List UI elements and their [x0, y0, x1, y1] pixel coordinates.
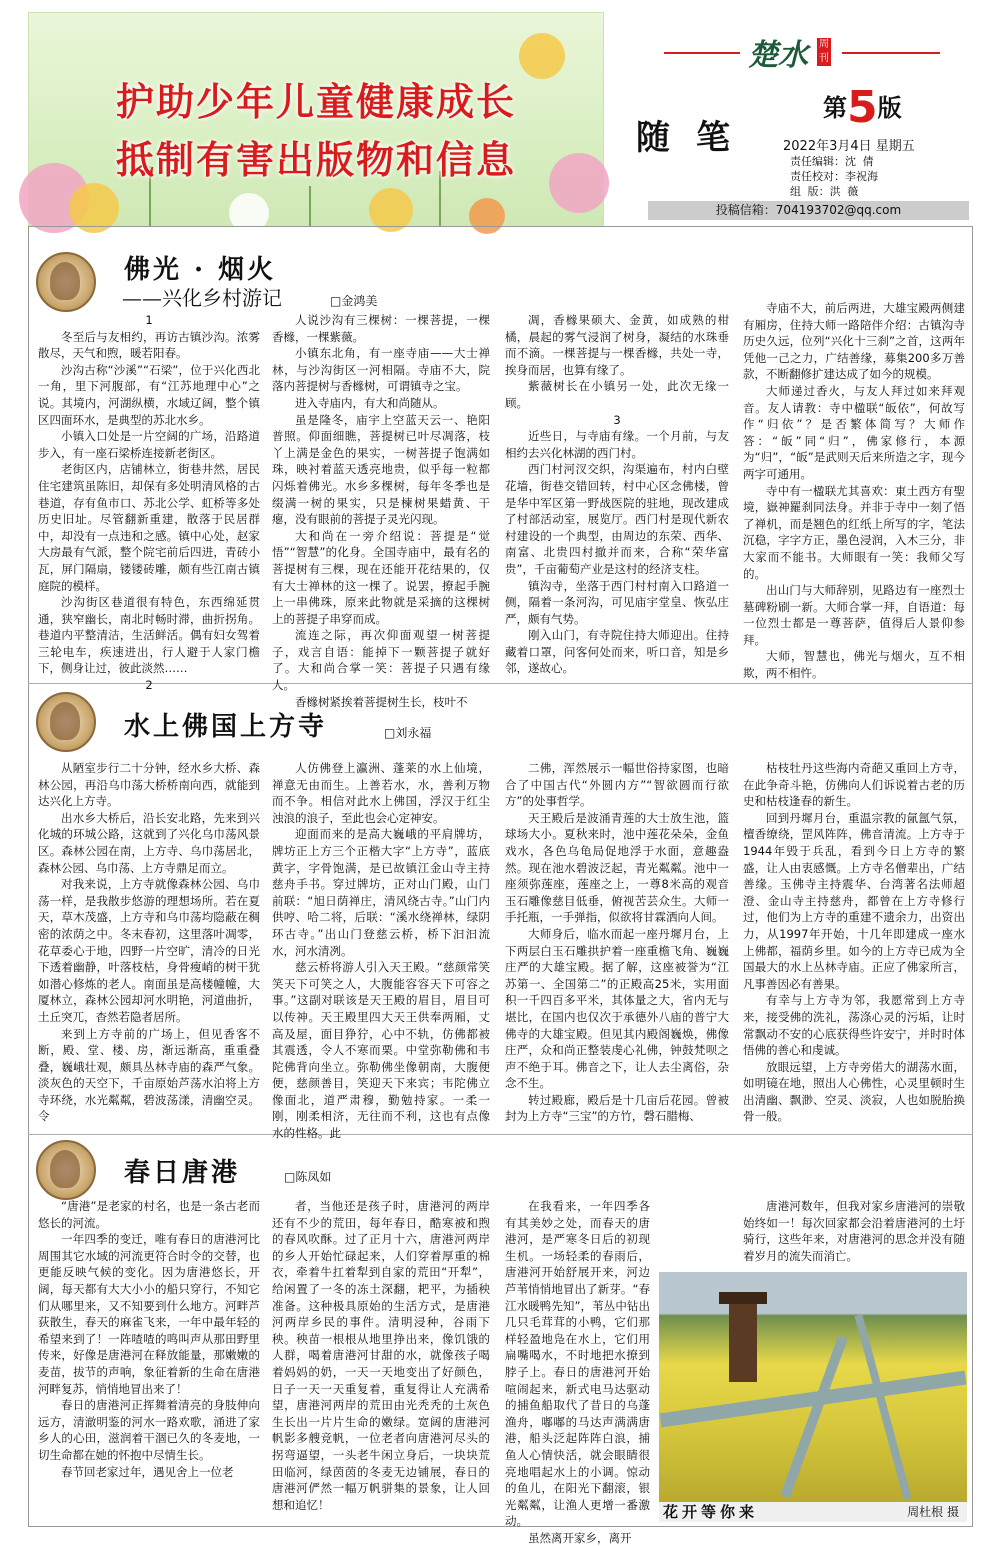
article-2-column-3: [505, 760, 729, 1130]
paragraph: 小镇东北角，有一座寺庙——大士禅林，与沙沟街区一河相隔。寺庙不大，院落内菩提树与香橼树，可谓镇寺之宝。: [272, 346, 490, 394]
banner-line-1: 护助少年儿童健康成长: [115, 80, 516, 124]
article-1-title: 佛光 · 烟火: [124, 255, 277, 285]
article-2-column-2: [272, 760, 490, 1141]
article-3-column-2: [272, 1198, 490, 1522]
banner-line-2: 抵制有害出版物和信息: [115, 138, 516, 182]
weekly-badge: 周刊: [819, 39, 829, 64]
paragraph: 冬至后与友相约，再访古镇沙沟。浓雾散尽，天气和煦，暖若阳春。: [38, 329, 260, 361]
photo-caption: [659, 1502, 967, 1522]
article-emblem-icon: [36, 692, 96, 752]
article-3-author: □陈凤如: [284, 1170, 332, 1184]
contact-email: 投稿信箱：704193702@qq.com: [648, 201, 969, 220]
article-1-column-2: [272, 312, 490, 709]
masthead-rule-right: [842, 52, 940, 54]
proofreader-credit: 责任校对：李祝海: [790, 170, 878, 183]
paragraph: 镇沟寺，坐落于西门村村南入口路道一侧，隔着一条河沟，可见庙宇堂皇、恢弘庄严，颇有气势。: [505, 578, 729, 626]
paragraph: 人仿佛登上瀛洲、蓬莱的水上仙境，禅意无由而生。上善若水，水，善利万物而不争。相信对此水上佛国，浮汉于红尘浊浪的浪子，至此也会心定神安。: [272, 761, 490, 825]
article-3-title: 春日唐港: [124, 1158, 241, 1188]
paragraph: 天王殿后是波涌青莲的大士放生池，篮球场大小。夏秋来时，池中莲花朵朵，金鱼戏水，各色乌龟局促地浮于水面，意趣盎然。现在池水碧波泛起，青光粼粼。池中一座须弥莲座，莲座之上，一尊8米高的观音玉石雕像慈目低垂，俯视苦芸众生。大师一手托瓶，一手弹指，似欲将甘霖洒向人间。: [505, 810, 729, 925]
pagoda-icon: [729, 1292, 757, 1382]
paragraph: 流连之际，再次仰面观望一树菩提子，戏言自语：能掉下一颗菩提子就好了。大和尚合掌一笑：菩提子只遇有缘人。: [272, 628, 490, 693]
section-number: 3: [613, 412, 621, 427]
paragraph: 大师身后，临水而起一座丹墀月台，上下两层白玉石雕拱护着一座重檐飞角、巍巍庄严的大雄宝殿。据了解，这座被誉为“江苏第一、全国第二”的正殿高25米，实用面积一千四百多平米，其体量之大，省内无与堪比，在国内也仅次于承德外八庙的普宁大佛寺的大雄宝殿。但见其内殿阁巍焕，佛像庄严，众和尚正整装虔心礼佛，钟鼓梵呗之声不绝于耳。佛音之下，让人去尘离俗，杂念不生。: [505, 926, 729, 1091]
paragraph: 大师，智慧也，佛光与烟火，互不相欺，两不相忤。: [743, 649, 965, 681]
paragraph: 凋，香橼果硕大、金黄，如成熟的柑橘，晨起的雾气浸润了树身，凝结的水珠垂而不滴。一棵菩提与一棵香橼，共处一寺，挨身而居，也算有缘了。: [505, 313, 729, 377]
article-3-column-4: [743, 1198, 965, 1268]
paragraph: 在我看来，一年四季各有其美妙之处，而春天的唐港河，是严寒冬日后的初现生机。一场轻柔的春雨后，唐港河开始舒展开来，河边芦苇悄悄地冒出了新芽。“春江水暖鸭先知”，苇丛中钻出几只毛茸茸的小鸭，它们那样轻盈地凫在水上，它们用扁嘴喝水，不时地把水撩到脖子上。春日的唐港河开始喧闹起来，新式电马达驱动的捕鱼船取代了昔日的乌蓬渔舟，嘟嘟的马达声满满唐港，船头泛起阵阵白浪，捕鱼人心情快活，就会眼睛很亮地唱起水上的小调。惊动的鱼儿，在阳光下翻滚，银光粼粼，让渔人更增一番激动。: [505, 1199, 650, 1529]
paragraph: 老街区内，店铺林立，街巷井然，居民住宅建筑虽陈旧，却保有多处明清风格的古巷道，存有鱼市口、苏北公学、虹桥等多处历史旧址。尽管翻新重建，散落于民居群中，却没有一点违和之感。镇中心处，赵家大房最有气派，整个院宅前后四进，青砖小瓦，屏门隔扇，镂镂砖雕，颇有些江南古镇庭院的模样。: [38, 462, 260, 593]
paragraph: 二佛，浑然展示一幅世俗持家图，也暗合了中国古代“外圆内方”“智欲圆而行欲方”的处事哲学。: [505, 761, 729, 809]
article-3-column-1: [38, 1198, 260, 1522]
masthead-logo: 楚水: [748, 38, 808, 73]
photo-credit: 周杜根 摄: [907, 1505, 959, 1519]
article-2-column-4: [743, 760, 965, 1130]
paragraph: 春日的唐港河正挥舞着清亮的身肢伸向远方，清澈明鉴的河水一路欢歌，涌进了家乡人的心田，滋润着干涸已久的冬麦地，一切生命都在她的怀抱中尽情生长。: [38, 1398, 260, 1462]
paragraph: 迎面而来的是高大巍峨的平肩牌坊，牌坊正上方三个正楷大字“上方寺”，蓝底黄字，字骨饱满，是已故镇江金山寺主持慈舟手书。穿过牌坊，正对山门殿，山门前联：“旭日荫禅庄，清风绕古寺。”山门内供哼、哈二将，后联：“溪水绕禅林，绿阴环古寺。”出山门登慈云桥，桥下汩汩流水，河水清冽。: [272, 827, 490, 958]
paragraph: 对我来说，上方寺就像森林公园、乌巾荡一样，是我散步悠游的理想场所。若在夏天，草木茂盛，上方寺和乌巾荡均隐蔽在稠密的浓荫之中。冬末春初，这里落叶凋零，花草委心于地，四野一片空旷，清冷的日光下透着幽静，叶落枝枯，身骨瘦峭的树干犹如潜心修炼的老人。南面虽是高楼幢幢，大厦林立，森林公园却河水明艳，河道曲折，土丘突兀，杳然若隐者居所。: [38, 877, 260, 1024]
editor-credit: 责任编辑：沈 倩: [790, 155, 874, 168]
article-2-column-1: [38, 760, 260, 1130]
section-number: 2: [145, 678, 153, 693]
section-number: 1: [145, 313, 153, 327]
article-1-column-4: [743, 300, 965, 680]
section-divider: [28, 1134, 973, 1135]
paragraph: 虽然离开家乡，离开: [528, 1530, 632, 1545]
paragraph: 枯枝牡丹这些海内奇葩又重回上方寺，在此争奇斗艳，仿佛向人们诉说着古老的历史和枯枝逢春的新生。: [743, 761, 965, 809]
paragraph: “唐港”是老家的村名，也是一条古老而悠长的河流。: [38, 1199, 260, 1230]
paragraph: 来到上方寺前的广场上，但见香客不断，殿、堂、楼、房，渐远渐高，重重叠叠，巍峨壮观，颇具丛林寺庙的森严气象。淡灰色的天空下，千亩原始芦荡水泊将上方寺环绕，水光粼粼，碧波荡漾，清幽空灵。令: [38, 1026, 260, 1124]
paragraph: 寺中有一楹联尤其喜欢：東土西方有聖境，嶽神羅刹同法身。并非于寺中一刻了悟了禅机，而是翘色的红纸上所写的字，笔法沉稳，字字方正，墨色浸润，入木三分，非大家而不能书。大师眼有一笑：我师父写的。: [743, 483, 965, 581]
paragraph: 春节回老家过年，遇见舍上一位老: [61, 1464, 234, 1479]
paragraph: 小镇入口处是一片空阔的广场，沿路道步入，有一座石梁桥连接新老街区。: [38, 429, 260, 460]
article-2-title: 水上佛国上方寺: [124, 712, 328, 742]
paragraph: 香橼树紧挨着菩提树生长，枝叶不: [295, 694, 468, 709]
article-1-column-3: [505, 312, 729, 680]
paragraph: 回到丹墀月台，重温宗教的氤氲气氛，檀香缭绕，罡风阵阵，佛音清流。上方寺于1944年毁于兵乱，看到今日上方寺的繁盛，让人由衷感慨。上方寺名僧辈出，广结善缘。玉佛寺主持震华、台湾著名法师超澄、金山寺主持慈舟，都曾在上方寺修行过，他们为上方寺的重建不遗余力，出资出力，从1997年开始，十几年即建成一座水上佛都，福荫乡里。如今的上方寺已成为全国最大的水上丛林寺庙。正应了佛家所言，凡事善因必有善果。: [743, 810, 965, 991]
article-emblem-icon: [36, 252, 96, 312]
article-1-column-1: [38, 312, 260, 693]
paragraph: 虽是隆冬，庙宇上空蓝天云一、艳阳普照。仰面细瞧，菩提树已叶尽凋落，枝丫上满是金色的果实，一树菩提子饱满如珠，映衬着蓝天透亮地贵，似乎每一粒都闪烁着佛光。水乡多棵树，每年冬季也是缀满一树的果实，只是楝树果蜡黄、干瘪，没有眼前的菩提子灵光闪现。: [272, 412, 490, 527]
article-3-column-3: [505, 1198, 650, 1545]
paragraph: 出山门与大师辞别，见路边有一座烈士墓碑粉刷一新。大师合掌一拜，自语道：每一位烈士都是一尊菩萨，值得后人景仰参拜。: [743, 583, 965, 647]
paragraph: 放眼远望，上方寺旁偌大的湖荡水面，如明镜在地，照出人心佛性，心灵里顿时生出清幽、飘渺、空灵、淡寂，人也如脱胎换骨一般。: [743, 1059, 965, 1124]
paragraph: 紫薇树长在小镇另一处，此次无缘一顾。: [505, 379, 729, 410]
paragraph: 西门村河汊交织，沟渠遍布，村内白壁花墙，街巷交错回转，村中心区念佛楼，曾是华中军区第一野战医院的驻地，现改建成了村部活动室，展览厅。西门村是现代新农村建设的一个典型，由周边的东荣、西华、南富、北贵四村撤并而来，合称“荣华富贵”，千亩葡萄产业是这村的经济支柱。: [505, 462, 729, 576]
paragraph: 一年四季的变迁，唯有春日的唐港河比周围其它水域的河流更符合时令的交替，也更能反映气候的变化。因为唐港悠长，开阔，每天都有大大小小的船只穿行，不知它们从哪里来，又不知要到什么地方。河畔芦荻散生，春天的麻雀飞来，一年中最年轻的希望来到了！一阵喳喳的鸣叫声从那田野里传来，好像是唐港河在释放能量，那嫩嫩的麦苗，拔节的声响，象征着新的生命在唐港河畔复苏，悄悄地冒出来了！: [38, 1232, 260, 1396]
paragraph: 者，当他还是孩子时，唐港河的两岸还有不少的荒田，每年春日，酷寒被和煦的春风吹酥。过了正月十六，唐港河两岸的乡人开始忙碌起来，人们穿着厚重的棉衣，牵着牛扛着犁到自家的荒田“开犁”，给闲置了一冬的冻土深翻，耙平，为插秧准备。这种极具原始的生活方式，是唐港河两岸乡民的事件。清明浸种，谷雨下秧。秧苗一根根从地里挣出来，像饥饿的人群，喝着唐港河甘甜的水，就像孩子喝着妈妈的奶，一天一天地变出了好颜色，日子一天一天重复着，重复得让人充满希望，唐港河两岸的荒田由光秃秃的土灰色生长出一片片生命的嫩绿。宽阔的唐港河帆影多艘竞帆，一位老者向唐港河尽头的拐弯逼望，一头老牛闲立身后，一块块荒田临河，绿茵茵的冬麦无边铺展，春日的唐港河俨然一幅万帆骈集的景象，让人回想和追忆！: [272, 1199, 490, 1512]
paragraph: 人说沙沟有三棵树：一棵菩提，一棵香橼，一棵紫薇。: [272, 313, 490, 344]
paragraph: 唐港河数年，但我对家乡唐港河的崇敬始终如一！每次回家都会沿着唐港河的土圩骑行，这些年来，对唐港河的思念并没有随着岁月的流失而消亡。: [743, 1199, 965, 1263]
masthead-rule-left: [664, 52, 740, 54]
paragraph: 大和尚在一旁介绍说：菩提是“觉悟”“智慧”的化身。全国寺庙中，最有名的菩提树有三棵，现在还能开花结果的，仅有大士禅林的这一棵了。说罢，撩起手腕上一串佛珠，原来此物就是采摘的这棵树上的菩提子串穿而成。: [272, 528, 490, 626]
paragraph: 沙沟古称“沙溪”“石梁”，位于兴化西北一角，里下河腹部，有“江苏地理中心”之说。其境内，河湖纵横，水域辽阔，整个镇区四面环水，是典型的苏北水乡。: [38, 362, 260, 427]
layout-credit: 组 版：洪 薇: [790, 185, 859, 198]
paragraph: 寺庙不大，前后两进，大雄宝殿两侧建有厢房，住持大师一路陪伴介绍：古镇沟寺历史久远，位列“兴化十三刹”之首，这两年凭他一己之力，广结善缘，募集200多万善款，不断翻修扩建达成了如今的规模。: [743, 301, 965, 382]
paragraph: 沙沟街区巷道很有特色，东西绵延贯通，狭窄幽长，南北时畅时滞，曲折拐角。巷道内平整清洁，生活鲜活。偶有妇女驾着三轮电车，疾速进出，行人避于人家门檐下，侧身让过，彼此淡然……: [38, 595, 260, 676]
article-emblem-icon: [36, 1140, 96, 1200]
rapeseed-field-photo: [659, 1272, 967, 1502]
issue-date: 2022年3月4日 星期五: [783, 139, 915, 154]
paragraph: 慈云桥将游人引入天王殿。“慈颜常笑笑天下可笑之人，大腹能容容天下可容之事。”这副对联该是天王殿的眉目，眉目可以传神。天王殿里四大天王供奉两厢，丈高及屋，面目狰狞，心中不轨，仿佛都被其震透，令人不寒而栗。中堂弥勒佛和韦陀佛背向坐立。弥勒佛坐像朝南，大腹便便，慈颜善目，笑迎天下来宾；韦陀佛立像面北，道严肃穆，勤勉持家。一柔一刚，刚柔相济，无往而不利，这也有点像水的性格。此: [272, 960, 490, 1141]
paragraph: 从陋室步行二十分钟，经水乡大桥、森林公园，再沿乌巾荡大桥桥南向西，就能到达兴化上方寺。: [38, 761, 260, 809]
banner: [28, 12, 604, 227]
page-number: 第5版: [823, 82, 902, 133]
article-1-author: □金鸿美: [330, 294, 378, 308]
photo-caption-title: 花开等你来: [663, 1503, 759, 1521]
paragraph: 近些日，与寺庙有缘。一个月前，与友相约去兴化林湖的西门村。: [505, 429, 729, 460]
paragraph: 大师递过香火，与友人拜过如来拜观音。友人请教：寺中楹联“皈依”，何故写作“归依”？是否繁体简写？大师作答：“皈”同“归”，佛家修行，本源为“归”，“皈”是武则天后来所造之字，现今两字可通用。: [743, 383, 965, 481]
section-name: 随笔: [636, 118, 756, 158]
article-2-author: □刘永福: [384, 726, 432, 740]
paragraph: 进入寺庙内，有大和尚随从。: [295, 395, 445, 410]
paragraph: 有幸与上方寺为邻，我愿常到上方寺来，接受佛的洗礼，荡涤心灵的污垢，让时常飘动不安的心底获得些许安宁，并时时体悟佛的善心和虔诚。: [743, 993, 965, 1058]
article-1-subtitle: ——兴化乡村游记: [122, 286, 282, 310]
paragraph: 出水乡大桥后，沿长安北路，先来到兴化城的环城公路，这就到了兴化乌巾荡风景区。森林公园在南，上方寺、乌巾荡居北，森林公园、乌巾荡、上方寺鼎足而立。: [38, 810, 260, 875]
paragraph: 转过殿廊，殿后是十几亩后花园。曾被封为上方寺“三宝”的方竹，磬石腊梅、: [505, 1092, 729, 1124]
paragraph: 刚入山门，有寺院住持大师迎出。住持藏着口罩，问客何处而来，听口音，知是乡邻，遂故心。: [505, 628, 729, 676]
